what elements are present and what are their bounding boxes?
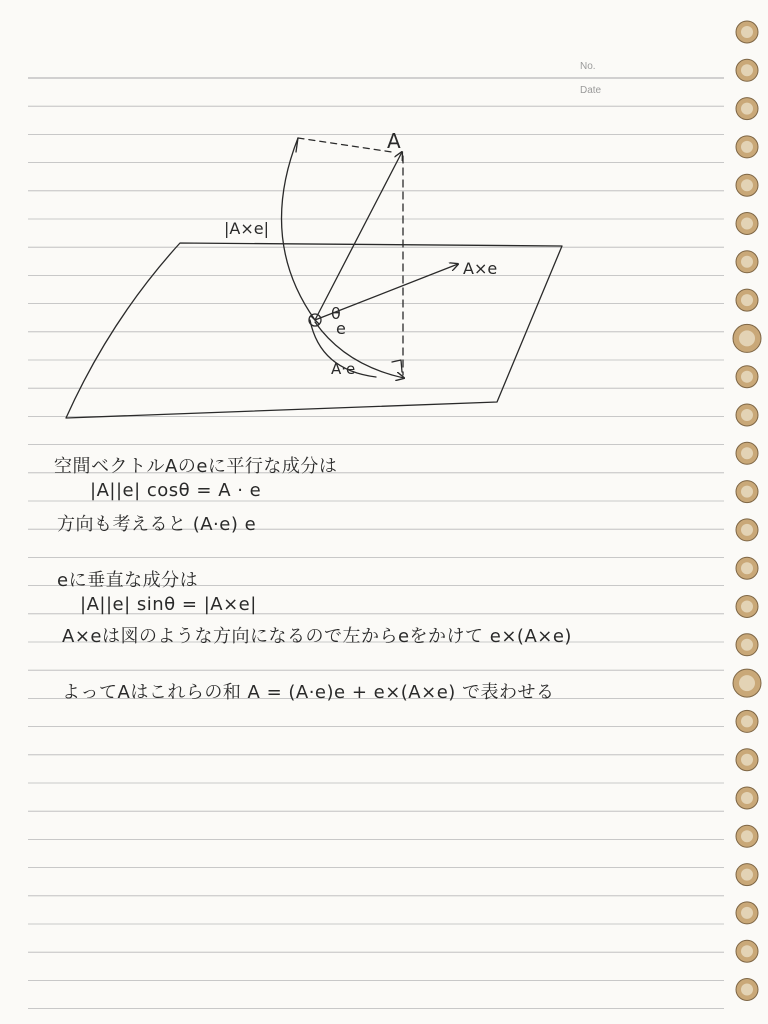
diagram-label-A-cross-e: A×e [463, 259, 498, 278]
diagram-label-abs-A-cross-e: |A×e| [224, 219, 269, 238]
note-line-5: |A||e| sinθ = |A×e| [80, 594, 257, 615]
note-line-1: 空間ベクトルAのeに平行な成分は [54, 456, 338, 477]
date-label: Date [580, 85, 602, 96]
diagram-label-theta: θ [331, 304, 341, 323]
note-line-4: eに垂直な成分は [57, 570, 199, 591]
dashed-top-line [298, 138, 392, 152]
diagram-label-e: e [336, 319, 346, 338]
note-line-6: A×eは図のような方向になるので左からeをかけて e×(A×e) [62, 626, 572, 647]
note-line-3: 方向も考えると (A·e) e [57, 514, 257, 535]
note-line-2: |A||e| cosθ = A · e [90, 480, 262, 501]
diagram-label-A: A [387, 129, 401, 153]
vector-A-arrow [315, 152, 402, 320]
right-angle-mark [392, 360, 402, 372]
diagram-label-A-dot-e: A·e [331, 360, 356, 378]
note-line-7: よってAはこれらの和 A = (A·e)e + e×(A×e) で表わせる [62, 682, 555, 703]
vector-A-dot-e-arrow [315, 322, 404, 378]
number-label: No. [580, 61, 596, 72]
rotation-arc [282, 138, 315, 320]
